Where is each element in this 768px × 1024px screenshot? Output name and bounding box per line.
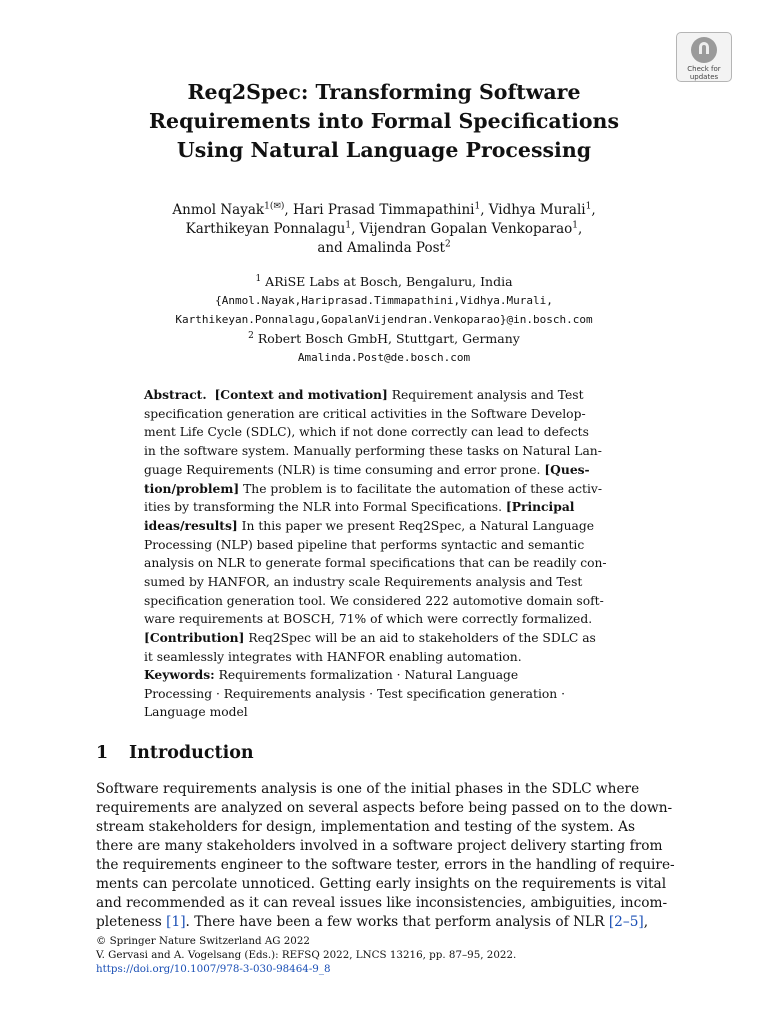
abstract-text: Requirement analysis and Test [387,388,584,402]
abstract-tag: ideas/results] [144,517,238,533]
title-line-2: Requirements into Formal Specifications [148,109,619,133]
abstract-line: specification generation are critical activities in the Software Develop- [144,406,586,421]
body-line [96,913,696,932]
author-name: , Vidhya Murali [480,202,586,218]
keywords [144,666,648,722]
affiliation-2 [0,329,768,348]
abstract-line [144,480,648,499]
author-affil-mark: 1(✉) [264,201,285,212]
footer-copyright: © Springer Nature Switzerland AG 2022 [96,935,310,947]
body-text: . There have been a few works that perform analysis of NLR [185,914,609,930]
author-line-3 [0,239,768,258]
abstract-line [144,461,648,480]
abstract-tag: tion/problem] [144,480,240,496]
abstract-line [144,517,648,536]
affil-mark: 1 [255,273,262,284]
keywords-text: Requirements formalization · Natural Language [214,668,519,682]
paper-title [0,78,768,165]
author-name: , Vijendran Gopalan Venkoparao [351,221,573,237]
abstract-tag: [Principal [505,499,575,515]
abstract-line: Processing (NLP) based pipeline that performs syntactic and semantic [144,537,585,552]
body-line: stream stakeholders for design, implementation and testing of the system. As [96,819,636,835]
author-affil-mark: 1 [572,220,579,231]
author-separator: , [578,221,583,237]
affiliation-1 [0,272,768,291]
author-separator: , [591,202,596,218]
body-line: there are many stakeholders involved in a software project delivery starting from [96,838,663,854]
citation-link[interactable]: [2–5] [608,914,644,930]
badge-label-2: updates [689,73,719,81]
section-heading-introduction [96,741,254,765]
keywords-line-1 [144,666,648,685]
affil-mark: 2 [248,330,254,341]
author-line-1 [0,201,768,220]
author-name: Anmol Nayak [172,202,265,218]
author-name: , Hari Prasad Timmapathini [284,202,475,218]
abstract-text: In this paper we present Req2Spec, a Natural Language [237,518,595,533]
citation-link[interactable]: [1] [166,914,186,930]
abstract-line [144,498,648,517]
author-list [0,201,768,258]
author-line-2 [0,220,768,239]
title-line-1: Req2Spec: Transforming Software [187,80,581,104]
author-name: Karthikeyan Ponnalagu [185,221,346,237]
badge-label-1: Check for [687,65,721,73]
abstract-line: ment Life Cycle (SDLC), which if not done correctly can lead to defects [144,425,589,440]
body-line: and recommended as it can reveal issues like inconsistencies, ambiguities, incom- [96,895,668,911]
bookmark-icon [691,37,717,63]
affiliation-emails-line-2: Karthikeyan.Ponnalagu,GopalanVijendran.Venkoparao}@in.bosch.com [175,313,593,326]
keywords-line-2: Processing · Requirements analysis · Test specification generation · [144,686,566,701]
body-text: , [643,914,649,930]
abstract-tag: [Ques- [544,461,590,477]
footer [96,934,696,976]
affiliation-email-2: Amalinda.Post@de.bosch.com [297,351,471,364]
abstract-text: guage Requirements (NLR) is time consuming and error prone. [144,462,545,477]
abstract [144,386,648,667]
abstract-tag: [Context and motivation] [214,387,388,402]
affiliation-org: Robert Bosch GmbH, Stuttgart, Germany [253,331,520,346]
abstract-line: sumed by HANFOR, an industry scale Requirements analysis and Test [144,575,583,590]
body-line: requirements are analyzed on several aspects before being passed on to the down- [96,800,673,816]
abstract-line: it seamlessly integrates with HANFOR enabling automation. [144,649,522,664]
author-affil-mark: 1 [585,201,592,212]
affiliation-emails-line-1: {Anmol.Nayak,Hariprasad.Timmapathini,Vidhya.Murali, [215,294,553,307]
abstract-line: in the software system. Manually performing these tasks on Natural Lan- [144,444,602,459]
author-affil-mark: 1 [474,201,481,212]
abstract-line: ware requirements at BOSCH, 71% of which were correctly formalized. [144,612,593,627]
body-line: the requirements engineer to the software tester, errors in the handling of require- [96,857,675,873]
abstract-line [144,386,648,405]
body-line: ments can percolate unnoticed. Getting early insights on the requirements is vital [96,876,667,892]
abstract-line [144,629,648,648]
title-line-3: Using Natural Language Processing [176,138,592,162]
body-text: pleteness [96,914,167,930]
affiliation-org: ARiSE Labs at Bosch, Bengaluru, India [261,274,513,289]
keywords-line-3: Language model [144,705,248,719]
footer-editors: V. Gervasi and A. Vogelsang (Eds.): REFSQ 2022, LNCS 13216, pp. 87–95, 2022. [96,949,517,961]
section-title: Introduction [129,743,254,763]
doi-link[interactable]: https://doi.org/10.1007/978-3-030-98464-9_8 [96,963,331,975]
abstract-tag: [Contribution] [144,630,245,646]
abstract-text: The problem is to facilitate the automation of these activ- [239,481,603,496]
body-line: Software requirements analysis is one of the initial phases in the SDLC where [96,781,640,797]
author-name: and Amalinda Post [317,240,445,256]
abstract-text: ities by transforming the NLR into Formal Specifications. [144,500,506,515]
affiliations [0,272,768,367]
introduction-paragraph [96,780,696,932]
abstract-line: specification generation tool. We considered 222 automotive domain soft- [144,593,604,608]
author-affil-mark: 1 [345,220,352,231]
abstract-label: Abstract. [144,387,207,402]
section-number: 1 [96,743,109,763]
author-affil-mark: 2 [444,239,451,250]
keywords-label: Keywords: [144,667,215,682]
abstract-line: analysis on NLR to generate formal specifications that can be readily con- [144,556,607,571]
abstract-text: Req2Spec will be an aid to stakeholders of the SDLC as [244,631,596,646]
check-for-updates-badge[interactable] [676,32,732,82]
